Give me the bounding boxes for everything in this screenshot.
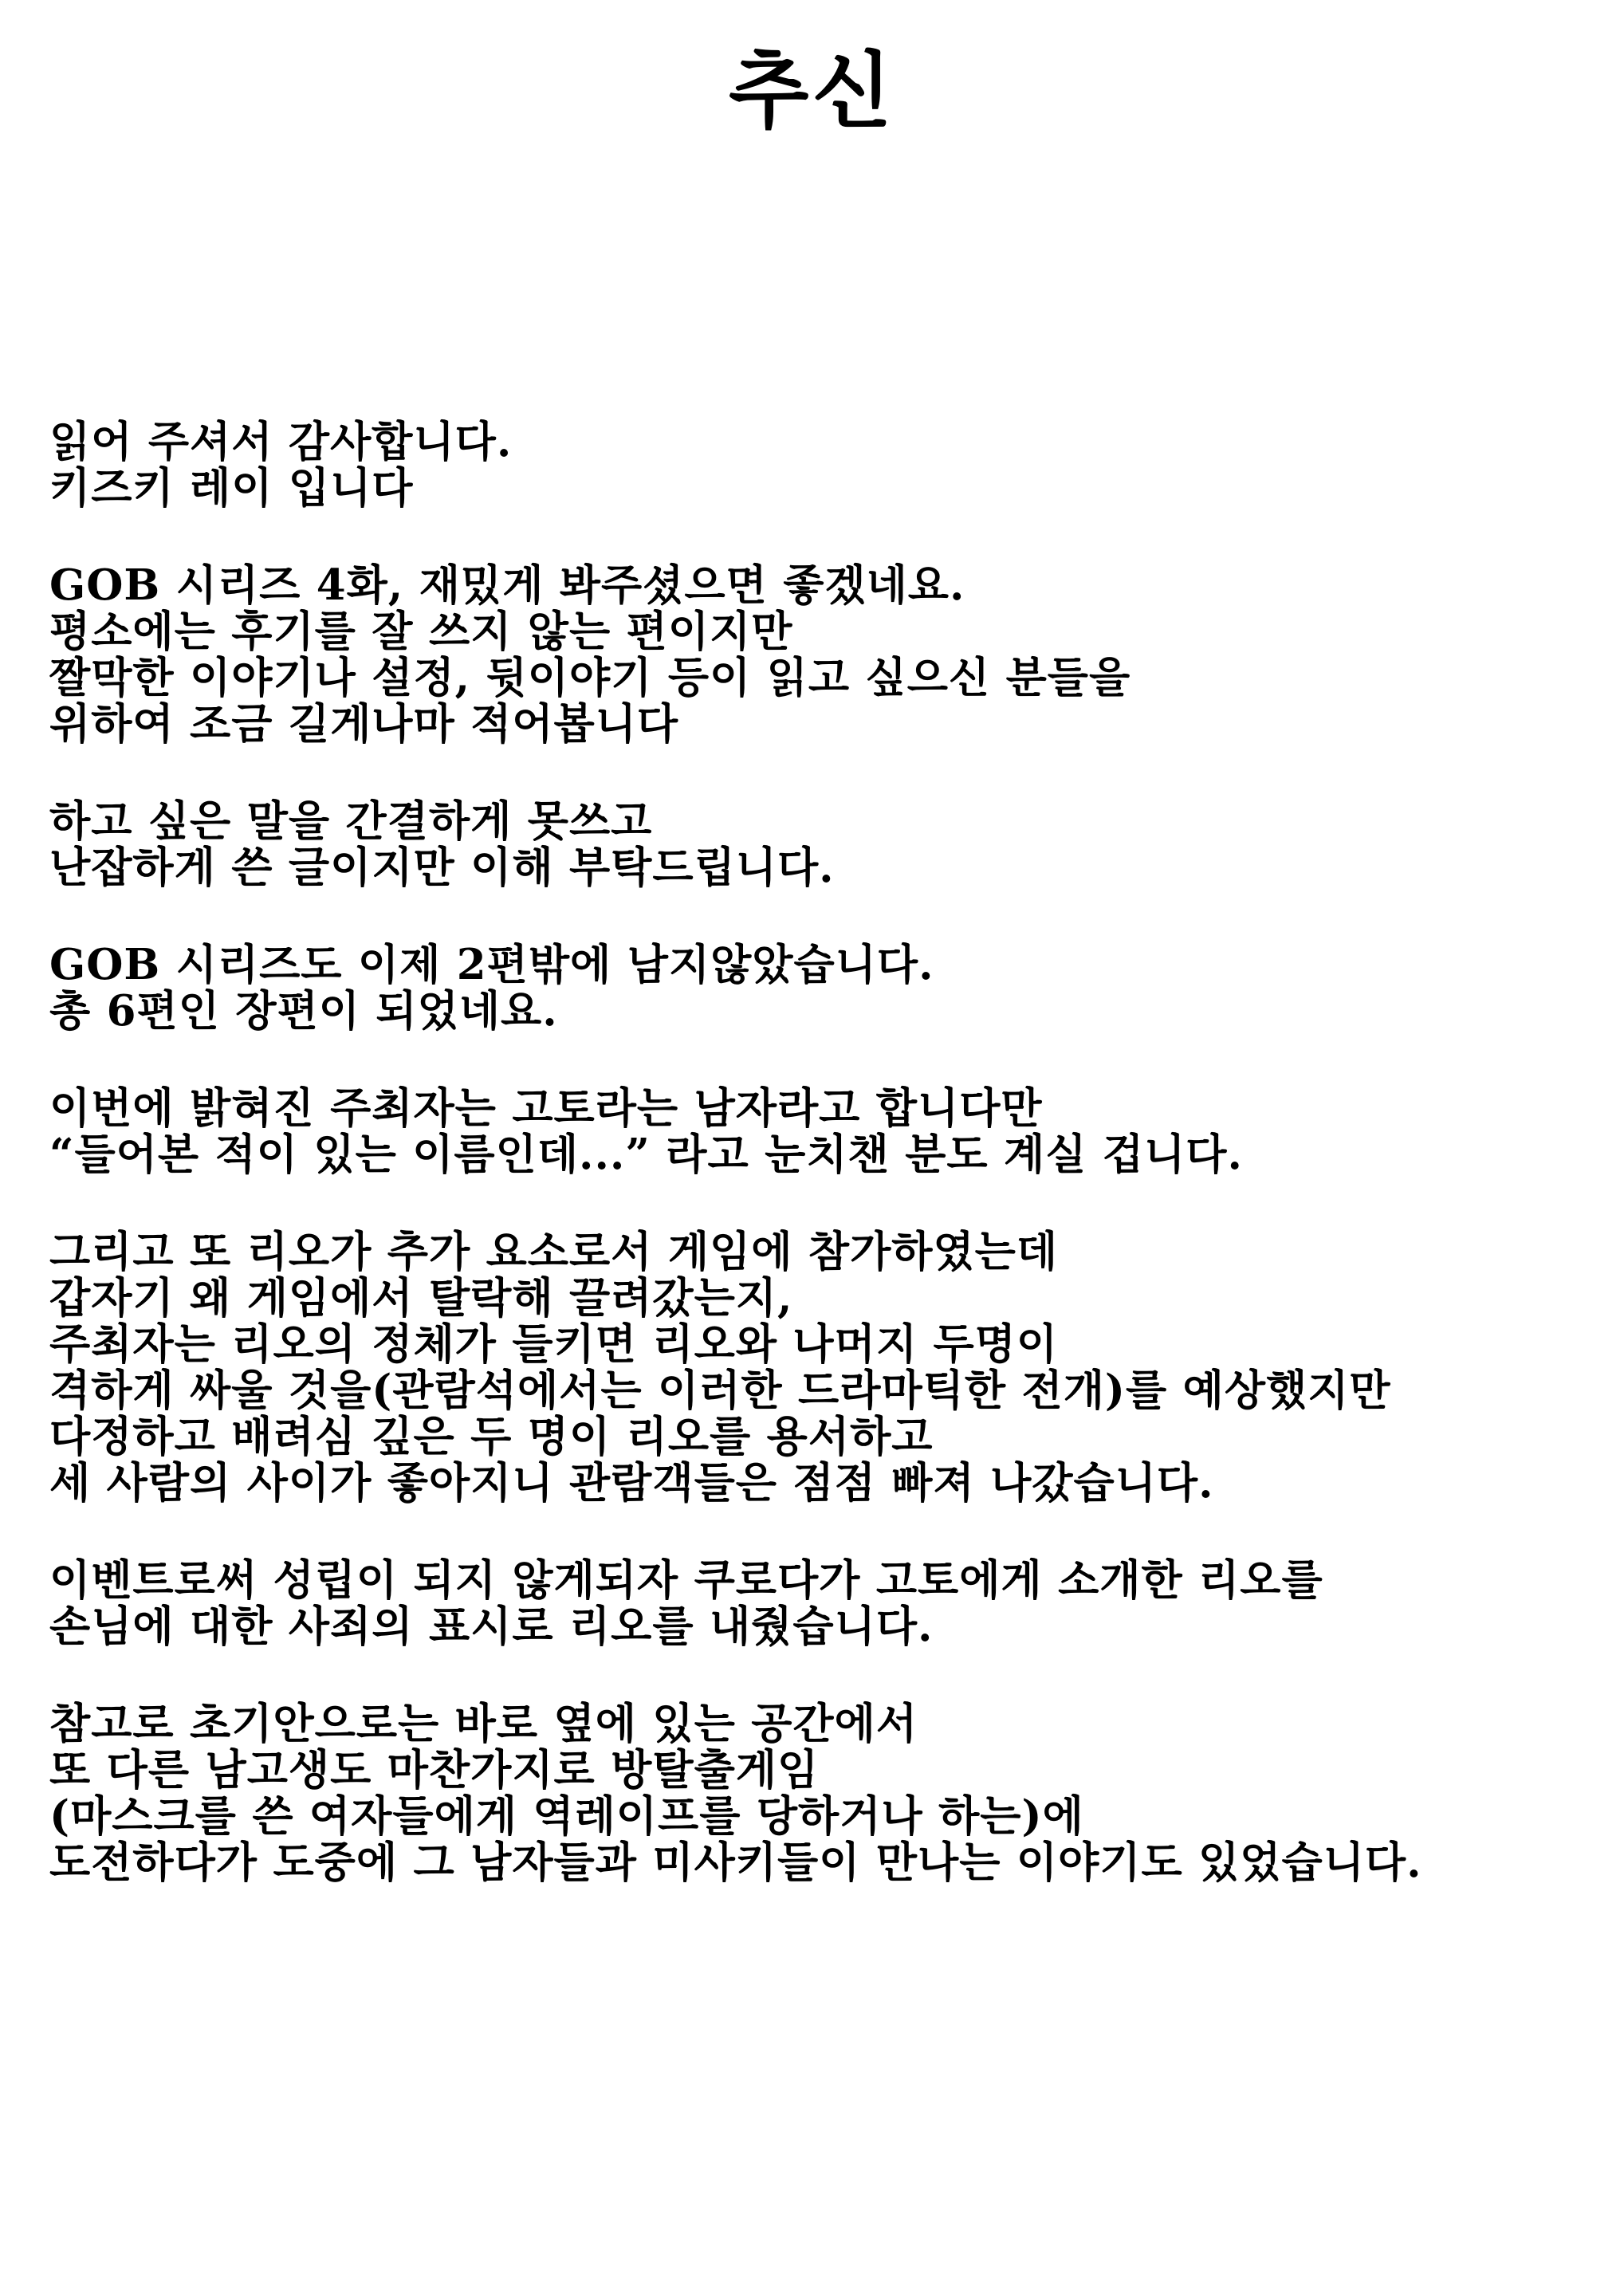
text-line: 그리고 또 리오가 추가 요소로서 게임에 참가하였는데 <box>49 1227 1059 1276</box>
text-line: 격하게 싸울 것을(관람석에서는 이러한 드라마틱한 전개)를 예상했지만 <box>49 1366 1391 1415</box>
paragraph-organizer <box>49 1085 1612 1177</box>
text-line: 위하여 조금 길게나마 적어봅니다 <box>49 699 679 749</box>
text-line: 난잡하게 쓴 글이지만 이해 부탁드립니다. <box>49 843 835 892</box>
text-line: 주최자는 리오의 정체가 들키면 리오와 나머지 두명이 <box>49 1319 1059 1369</box>
paragraph-event <box>49 1557 1612 1649</box>
text-line: “들어본 적이 있는 이름인데...” 라고 눈치챈 분도 계실 겁니다. <box>49 1130 1243 1179</box>
paragraph-apology <box>49 798 1612 890</box>
paragraph-greeting <box>49 419 1612 511</box>
text-line: 읽어 주셔서 감사합니다. <box>49 417 513 466</box>
text-line: GOB 시리즈 4화, 재밌게 봐주셨으면 좋겠네요. <box>49 560 965 610</box>
text-line: 다정하고 배려심 깊은 두 명이 리오를 용서하고 <box>49 1412 934 1461</box>
text-line: 짤막한 이야기나 설정, 뒷이야기 등이 읽고 싶으신 분들을 <box>49 653 1131 702</box>
text-line: 참고로 초기안으로는 바로 옆에 있는 공간에서 <box>49 1699 918 1748</box>
text-line: 하고 싶은 말을 간결하게 못쓰고 <box>49 796 653 846</box>
text-line: 이벤트로써 성립이 되지 않게되자 쿠로다가 고토에게 소개한 리오를 <box>49 1555 1323 1605</box>
text-line: 총 6편인 장편이 되었네요. <box>49 986 558 1036</box>
text-line: GOB 시리즈도 이제 2편밖에 남지않았습니다. <box>49 940 934 989</box>
paragraph-initial-draft <box>49 1700 1612 1885</box>
text-line: 평소에는 후기를 잘 쓰지 않는 편이지만 <box>49 607 793 656</box>
text-line: 키즈키 레이 입니다 <box>49 463 414 513</box>
paragraph-intro <box>49 562 1612 747</box>
afterword-body <box>49 419 1612 1936</box>
text-line: (마스크를 쓴 여자들에게 역레이프를 당하거나 하는)에 <box>49 1791 1084 1841</box>
text-line: 세 사람의 사이가 좋아지니 관람객들은 점점 빠져 나갔습니다. <box>49 1458 1214 1508</box>
text-line: 이번에 밝혀진 주최자는 고토라는 남자라고 합니다만 <box>49 1083 1043 1133</box>
text-line: 갑자기 왜 게임에서 탈락해 끌려갔는지, <box>49 1273 793 1323</box>
text-line: 도전하다가 도중에 그 남자들과 미사키들이 만나는 이야기도 있었습니다. <box>49 1838 1422 1887</box>
paragraph-rio <box>49 1229 1612 1506</box>
page-title: 추신 <box>729 41 895 140</box>
text-line: 또 다른 남고생도 마찬가지로 방탈출게임 <box>49 1745 820 1795</box>
paragraph-series-status <box>49 942 1612 1034</box>
text-line: 손님에 대한 사죄의 표시로 리오를 내줬습니다. <box>49 1602 934 1651</box>
